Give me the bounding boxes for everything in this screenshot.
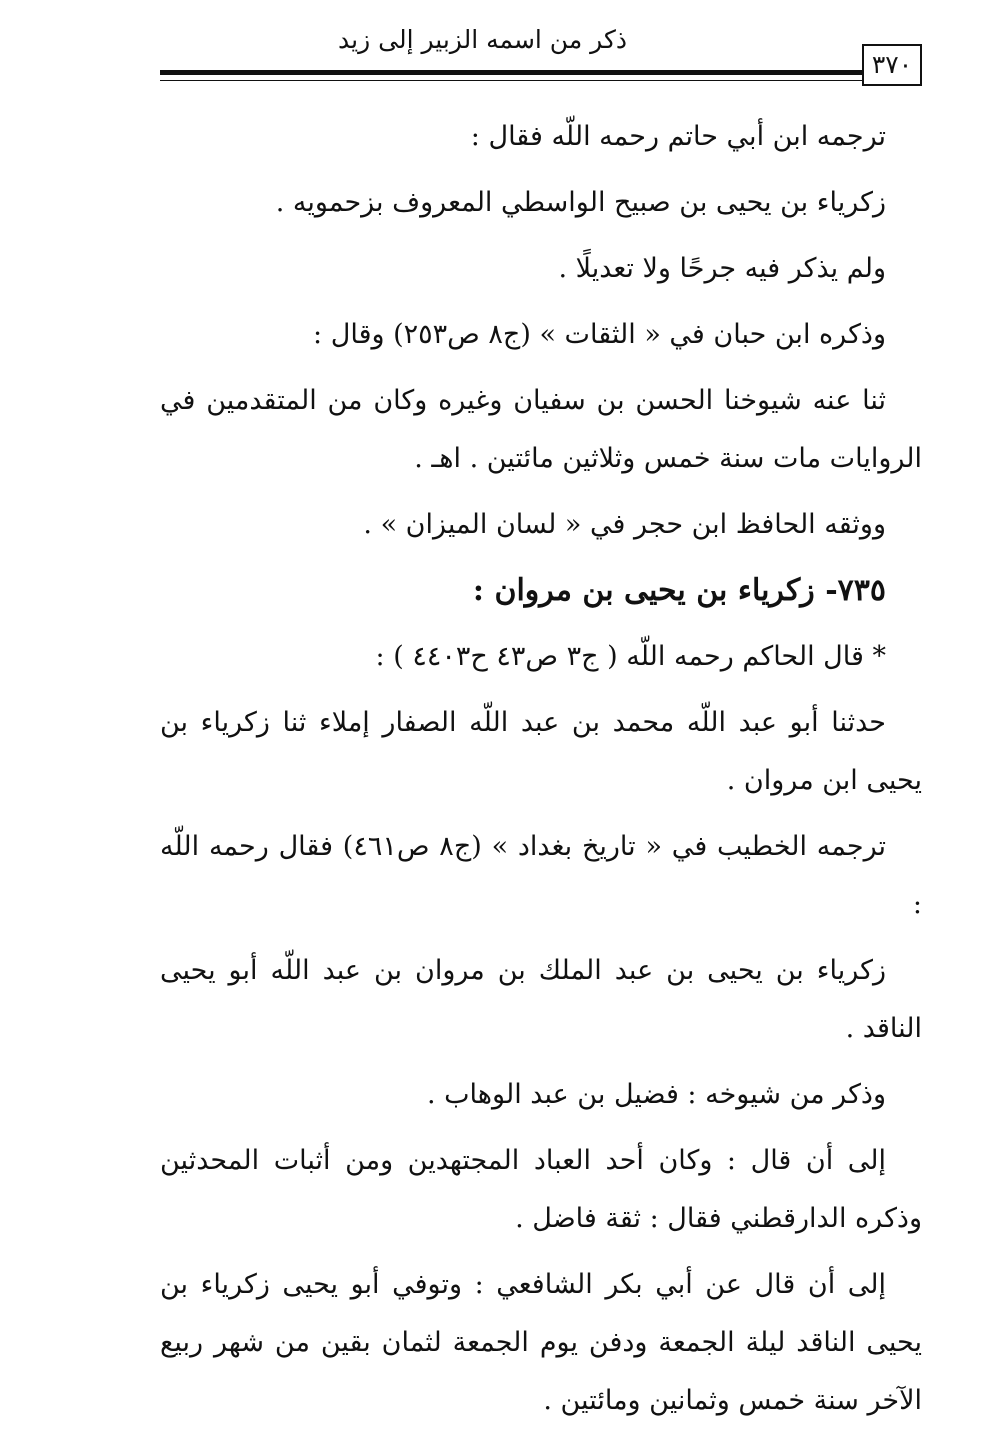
body-paragraph: وذكره ابن حبان في « الثقات » (ج٨ ص٢٥٣) وقال :: [313, 319, 886, 350]
body-paragraph: وذكر من شيوخه : فضيل بن عبد الوهاب .: [426, 1079, 886, 1110]
header-rule-thick: [160, 70, 862, 75]
body-paragraph: ترجمه الخطيب في « تاريخ بغداد » (ج٨ ص٤٦١) فقال رحمه اللّه :: [160, 831, 922, 920]
body-paragraph: حدثنا أبو عبد اللّه محمد بن عبد اللّه الصفار إملاء ثنا زكرياء بن يحيى ابن مروان .: [160, 707, 922, 796]
body-paragraph: ترجمه ابن أبي حاتم رحمه اللّه فقال :: [470, 121, 886, 152]
page-number: ٣٧٠: [862, 44, 922, 86]
body-paragraph: ثنا عنه شيوخنا الحسن بن سفيان وغيره وكان من المتقدمين في الروايات مات سنة خمس وثلاثين مائتين . اهـ .: [160, 385, 922, 474]
header-rule-thin: [160, 80, 862, 81]
body-paragraph: زكرياء بن يحيى بن عبد الملك بن مروان بن عبد اللّه أبو يحيى الناقد .: [160, 955, 922, 1044]
body-paragraph: * قال الحاكم رحمه اللّه ( ج٣ ص٤٣ ح٤٤٠٣ ) :: [375, 641, 886, 672]
body-paragraph: إلى أن قال : وكان أحد العباد المجتهدين ومن أثبات المحدثين وذكره الدارقطني فقال : ثقة فاضل .: [160, 1145, 922, 1234]
running-title: ذكر من اسمه الزبير إلى زيد: [338, 25, 627, 54]
body-paragraph: زكرياء بن يحيى بن صبيح الواسطي المعروف بزحمويه .: [275, 187, 886, 218]
body-paragraph: إلى أن قال عن أبي بكر الشافعي : وتوفي أبو يحيى زكرياء بن يحيى الناقد ليلة الجمعة ودفن يوم الجمعة لثمان بقين من شهر ربيع الآخر سنة خمس وثمانين ومائتين .: [160, 1269, 923, 1416]
body-paragraph: ولم يذكر فيه جرحًا ولا تعديلًا .: [558, 253, 886, 284]
page-header: [160, 18, 922, 88]
body-paragraph: ووثقه الحافظ ابن حجر في « لسان الميزان » .: [363, 509, 886, 540]
entry-heading: ٧٣٥- زكرياء بن يحيى بن مروان :: [472, 573, 886, 608]
page-body: [160, 108, 922, 1438]
